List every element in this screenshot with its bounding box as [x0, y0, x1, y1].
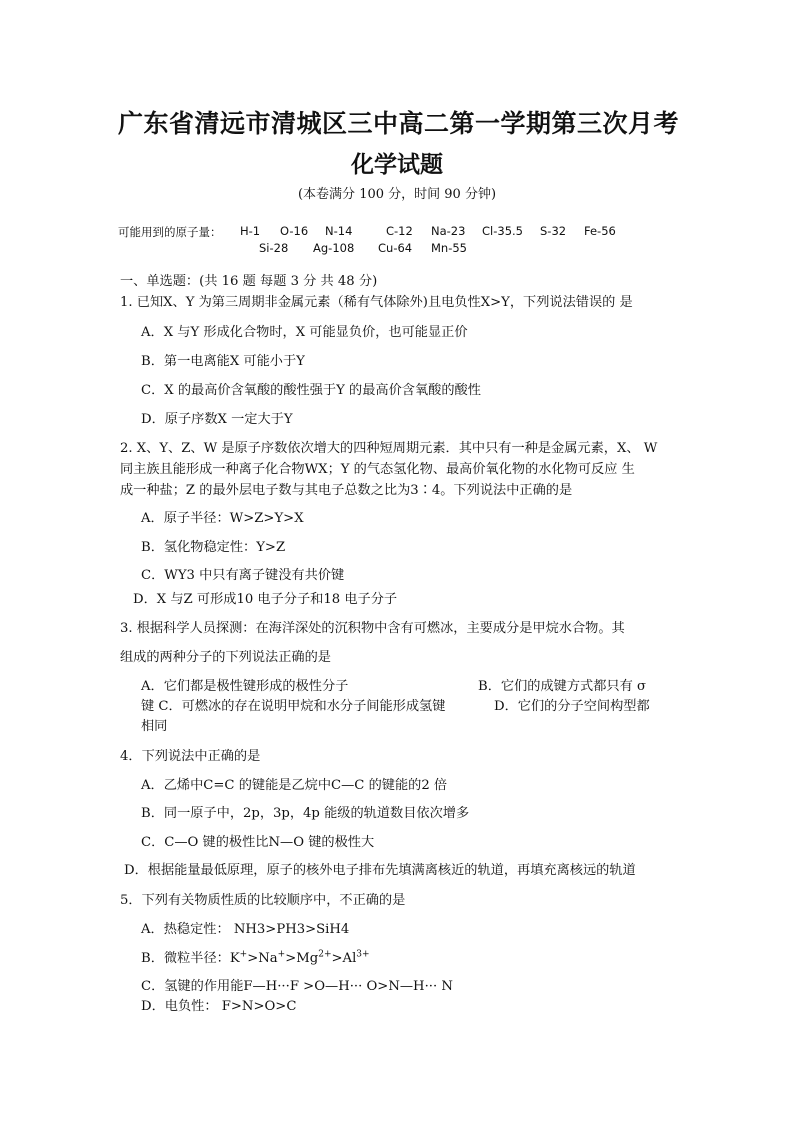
q4-option-d: D．根据能量最低原理，原子的核外电子排布先填满离核近的轨道，再填充离核远的轨道	[124, 863, 636, 878]
exam-subtitle: 化学试题	[351, 151, 443, 178]
q1-option-a: A．X 与Y 形成化合物时，X 可能显负价，也可能显正价	[141, 325, 468, 340]
q5-option-b	[141, 950, 370, 968]
q3-option-b: B．它们的成键方式都只有 σ	[478, 679, 646, 694]
q5-option-d: D．电负性： F>N>O>C	[141, 999, 297, 1014]
exam-note: (本卷满分 100 分，时间 90 分钟)	[297, 187, 497, 202]
q5-b-text: >Na	[247, 951, 278, 966]
q3-option-c: 键 C．可燃冰的存在说明甲烷和水分子间能形成氢键	[141, 699, 446, 714]
q3-stem-line1: 3. 根据科学人员探测：在海洋深处的沉积物中含有可燃冰，主要成分是甲烷水合物。其	[120, 621, 625, 636]
q5-b-charge: +	[277, 949, 286, 960]
atomic-mass-item: Cl-35.5	[482, 224, 523, 238]
q3-option-d-cont: 相同	[141, 719, 168, 734]
q1-option-d: D．原子序数X 一定大于Y	[141, 412, 293, 427]
q1-option-b: B．第一电离能X 可能小于Y	[141, 354, 305, 369]
q2-stem-line3: 成一种盐；Z 的最外层电子数与其电子总数之比为3∶4。下列说法中正确的是	[120, 483, 573, 498]
section-heading: 一、单选题：(共 16 题 每题 3 分 共 48 分)	[120, 274, 378, 289]
q2-option-b: B．氢化物稳定性：Y>Z	[141, 540, 286, 555]
q2-option-c: C．WY3 中只有离子键没有共价键	[141, 568, 345, 583]
q5-stem: 5．下列有关物质性质的比较顺序中，不正确的是	[120, 893, 406, 908]
atomic-mass-item: O-16	[280, 224, 309, 238]
atomic-mass-item: S-32	[540, 224, 567, 238]
q5-b-text: B．微粒半径：K	[141, 951, 240, 966]
atomic-mass-item: Cu-64	[378, 241, 413, 255]
q5-b-text: >Al	[331, 951, 357, 966]
q3-stem-line2: 组成的两种分子的下列说法正确的是	[120, 650, 331, 665]
q4-option-b: B．同一原子中，2p，3p，4p 能级的轨道数目依次增多	[141, 806, 470, 821]
q2-option-a: A．原子半径：W>Z>Y>X	[141, 511, 304, 526]
atomic-mass-item: N-14	[325, 224, 353, 238]
atomic-mass-item: Si-28	[259, 241, 289, 255]
q4-option-c: C．C—O 键的极性比N—O 键的极性大	[141, 835, 375, 850]
exam-title: 广东省清远市清城区三中高二第一学期第三次月考	[118, 109, 680, 138]
q2-stem-line2: 同主族且能形成一种离子化合物WX；Y 的气态氢化物、最高价氧化物的水化物可反应 生	[120, 462, 635, 477]
q5-option-c: C．氢键的作用能F—H···F >O—H··· O>N—H··· N	[141, 979, 453, 994]
atomic-mass-item: C-12	[386, 224, 413, 238]
q2-option-d: D．X 与Z 可形成10 电子分子和18 电子分子	[133, 592, 398, 607]
q2-stem-line1: 2. X、Y、Z、W 是原子序数依次增大的四种短周期元素．其中只有一种是金属元素，X、 W	[120, 441, 658, 456]
q5-b-charge: 3+	[356, 949, 370, 960]
q1-option-c: C．X 的最高价含氧酸的酸性强于Y 的最高价含氧酸的酸性	[141, 383, 481, 398]
q4-option-a: A．乙烯中C=C 的键能是乙烷中C—C 的键能的2 倍	[141, 778, 448, 793]
q5-b-charge: +	[239, 949, 248, 960]
atomic-mass-item: Fe-56	[584, 224, 616, 238]
atomic-mass-item: Ag-108	[313, 241, 355, 255]
atomic-mass-item: H-1	[240, 224, 261, 238]
q3-option-a: A．它们都是极性键形成的极性分子	[141, 679, 349, 694]
q4-stem: 4．下列说法中正确的是	[120, 749, 261, 764]
atomic-masses-label: 可能用到的原子量：	[118, 225, 222, 239]
q1-stem: 1. 已知X、Y 为第三周期非金属元素（稀有气体除外)且电负性X>Y，下列说法错误的 是	[120, 295, 633, 310]
q5-option-a: A．热稳定性： NH3>PH3>SiH4	[141, 922, 350, 937]
atomic-mass-item: Mn-55	[431, 241, 467, 255]
q5-b-charge: 2+	[318, 949, 332, 960]
atomic-mass-item: Na-23	[431, 224, 466, 238]
q3-option-d: D．它们的分子空间构型都	[494, 699, 650, 714]
q5-b-text: >Mg	[285, 951, 319, 966]
